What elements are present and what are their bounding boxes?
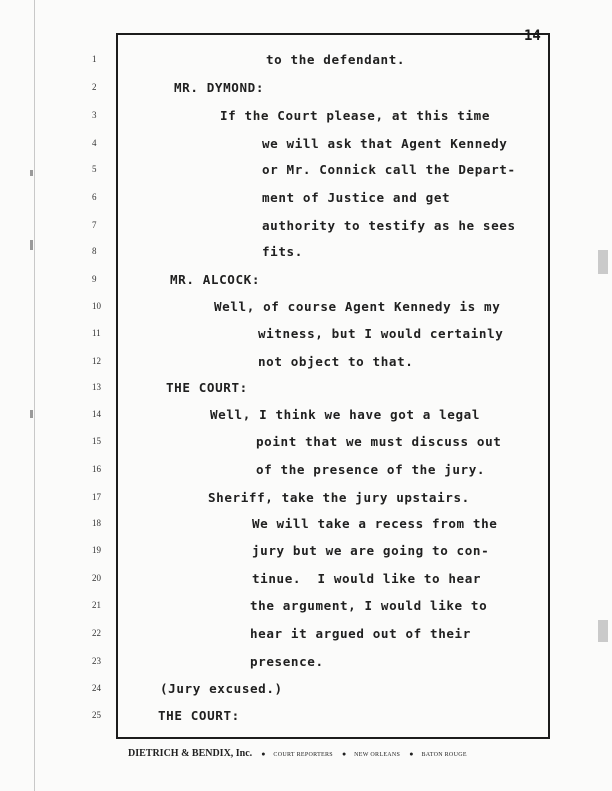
line-number: 7 [92,220,97,230]
transcript-line: not object to that. [258,354,414,369]
bullet-icon: ● [341,750,347,758]
footer-item: COURT REPORTERS [273,752,333,758]
line-number: 2 [92,82,97,92]
transcript-line: THE COURT: [166,380,248,395]
line-number: 16 [92,464,101,474]
line-number: 15 [92,436,101,446]
line-number: 22 [92,628,101,638]
scan-mark [30,410,33,418]
line-number: 8 [92,246,97,256]
page-number: 14 [524,28,541,44]
line-number: 4 [92,138,97,148]
transcript-line: of the presence of the jury. [256,462,486,477]
scan-mark [30,240,33,250]
line-number: 14 [92,409,101,419]
footer-item: NEW ORLEANS [354,752,401,758]
transcript-line: witness, but I would certainly [258,326,504,341]
transcript-line: THE COURT: [158,708,240,723]
line-number: 17 [92,492,101,502]
line-number: 3 [92,110,97,120]
line-number: 6 [92,192,97,202]
transcript-line: Sheriff, take the jury upstairs. [208,490,470,505]
line-number: 25 [92,710,101,720]
transcript-line: presence. [250,654,324,669]
scan-mark [30,170,33,176]
line-number: 24 [92,683,101,693]
transcript-line: ment of Justice and get [262,190,451,205]
transcript-line: If the Court please, at this time [220,108,491,123]
transcript-line: jury but we are going to con- [252,543,490,558]
reporter-firm-name: DIETRICH & BENDIX, Inc. [128,748,253,759]
line-number: 9 [92,274,97,284]
line-number: 11 [92,328,101,338]
line-number: 21 [92,600,101,610]
transcript-line: authority to testify as he sees [262,218,516,233]
line-number: 13 [92,382,101,392]
line-number: 20 [92,573,101,583]
line-number: 1 [92,54,97,64]
transcript-line: We will take a recess from the [252,516,498,531]
transcript-line: Well, I think we have got a legal [210,407,481,422]
scan-left-edge [34,0,35,791]
line-number: 23 [92,656,101,666]
line-number: 10 [92,301,101,311]
bullet-icon: ● [409,750,414,758]
line-number: 19 [92,545,101,555]
transcript-line: (Jury excused.) [160,681,283,696]
transcript-line: fits. [262,244,303,259]
line-number: 5 [92,164,97,174]
scan-mark [598,250,608,274]
line-number: 18 [92,518,101,528]
transcript-line: tinue. I would like to hear [252,571,482,586]
transcript-line: point that we must discuss out [256,434,502,449]
scan-mark [598,620,608,642]
transcript-line: the argument, I would like to [250,598,488,613]
transcript-line: MR. DYMOND: [174,80,265,95]
transcript-line: Well, of course Agent Kennedy is my [214,299,501,314]
bullet-icon: ● [261,750,266,758]
transcript-line: or Mr. Connick call the Depart- [262,162,516,177]
transcript-line: we will ask that Agent Kennedy [262,136,508,151]
transcript-line: to the defendant. [266,52,406,67]
transcript-line: MR. ALCOCK: [170,272,261,287]
transcript-line: hear it argued out of their [250,626,471,641]
page-footer [128,743,548,761]
line-number: 12 [92,356,101,366]
footer-item: BATON ROUGE [421,752,467,758]
